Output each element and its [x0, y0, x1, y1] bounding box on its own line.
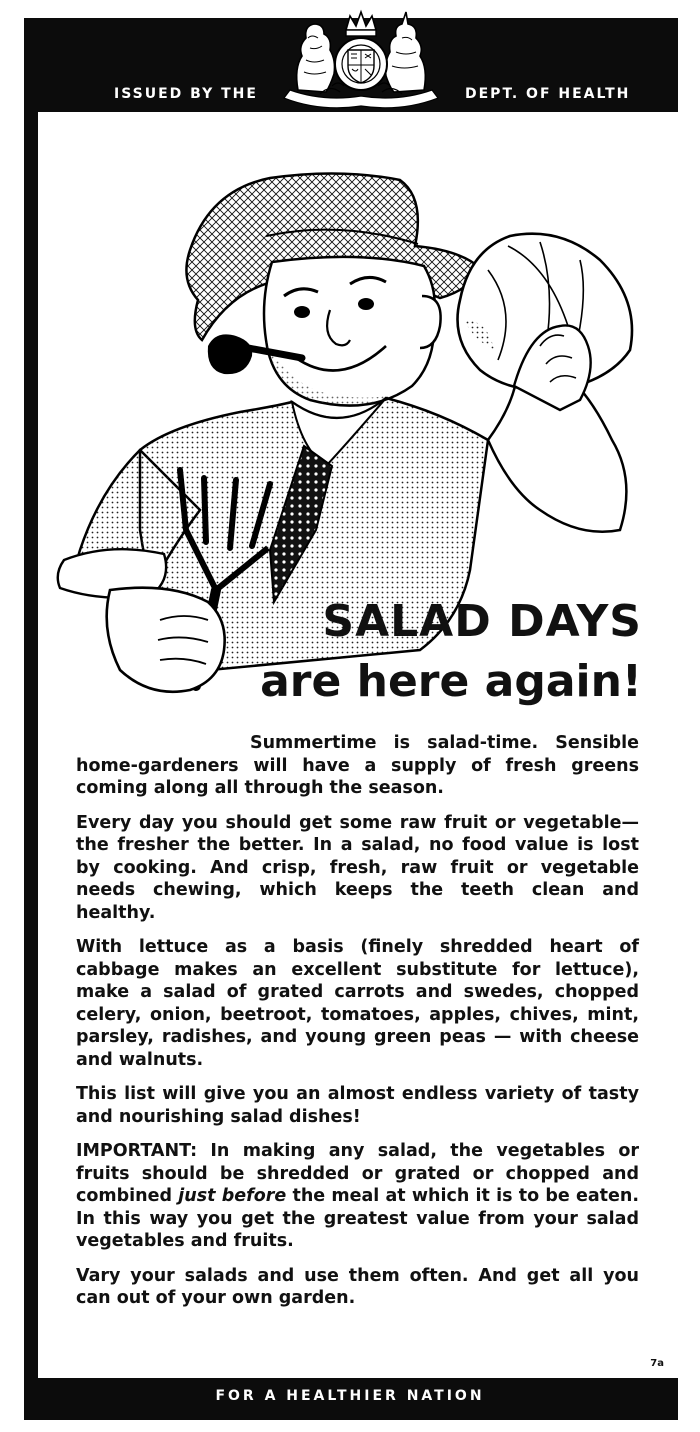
paragraph-5: [76, 1140, 639, 1253]
important-label: IMPORTANT:: [76, 1141, 198, 1161]
paragraph-5-after: the meal at which it is to be eaten. In this way you get the greatest value from your salad vegetables and fruits.: [76, 1186, 639, 1251]
header-right-label: DEPT. OF HEALTH: [465, 86, 631, 102]
header-left-label: ISSUED BY THE: [114, 86, 258, 102]
paragraph-5-emphasis: just before: [178, 1186, 287, 1206]
headline-line-2: are here again!: [260, 656, 642, 707]
royal-crest-icon: [280, 8, 442, 112]
paragraph-3: With lettuce as a basis (finely shredded heart of cabbage makes an excellent substitute for lettuce), make a salad of grated carrots and swedes, chopped celery, onion, beetroot, tomatoes, apples, chives, mint, parsley, radishes, and young green peas — with cheese and walnuts.: [76, 937, 639, 1070]
paragraph-5-before: In making any salad, the vegetables or fruits should be shredded or grated or chopped and combined: [76, 1141, 639, 1206]
paragraph-1: Summertime is salad-time. Sensible home-gardeners will have a supply of fresh greens coming along all through the season.: [76, 733, 639, 798]
fist: [107, 588, 225, 692]
footer-slogan: FOR A HEALTHIER NATION: [215, 1388, 485, 1404]
paragraph-6: Vary your salads and use them often. And get all you can out of your own garden.: [76, 1265, 639, 1308]
paragraph-2: Every day you should get some raw fruit or vegetable—the fresher the better. In a salad, no food value is lost by cooking. And crisp, fresh, raw fruit or vegetable needs chewing, which keeps the teeth clean and healthy.: [76, 812, 639, 923]
body-copy: [76, 732, 639, 1322]
page-code: 7a: [650, 1358, 664, 1369]
pipe: [208, 334, 252, 374]
paragraph-4: This list will give you an almost endless variety of tasty and nourishing salad dishes!: [76, 1084, 639, 1127]
headline-line-1: SALAD DAYS: [322, 596, 642, 647]
